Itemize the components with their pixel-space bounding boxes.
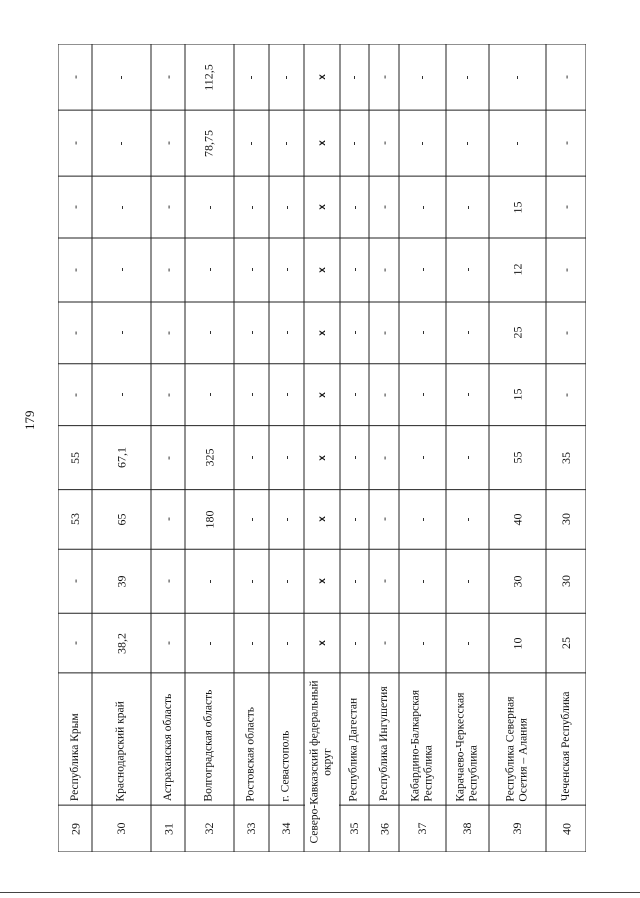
table-row-8-value-7: - — [376, 205, 391, 210]
table-row-1-region-name: Краснодарский край — [115, 700, 128, 802]
table-row-10-value-2: - — [459, 517, 474, 522]
table-row-5-value-8: - — [278, 141, 293, 146]
table-row-6-value-6: x — [316, 267, 328, 273]
table-row-9-value-3: - — [414, 455, 429, 460]
table-row-7-region-name: Республика Дагестан — [347, 697, 360, 802]
table-row-5-value-1: - — [278, 579, 293, 584]
table-row-4-value-5: - — [243, 330, 258, 335]
table-row-7-value-5: - — [346, 330, 361, 335]
table-row-8-region-name: Республика Ингушетия — [377, 686, 390, 802]
table-row-4-value-0: - — [243, 641, 258, 646]
table-row-1-value-4: - — [113, 392, 128, 397]
table-row-12-value-4: - — [558, 392, 573, 397]
table-row-9-value-5: - — [414, 330, 429, 335]
table-row-7-value-9: - — [346, 75, 361, 80]
table-row-0-value-7: - — [67, 205, 82, 210]
table-row-11-value-8: - — [509, 141, 524, 146]
table-row-10-value-9: - — [459, 75, 474, 80]
table-row-5-value-4: - — [278, 392, 293, 397]
table-row-3-value-6: - — [201, 267, 216, 272]
table-row-5-value-6: - — [278, 267, 293, 272]
table-row-3-value-4: - — [201, 392, 216, 397]
table-row-4-value-2: - — [243, 517, 258, 522]
table-row-10-value-8: - — [459, 141, 474, 146]
table-row-2-value-6: - — [160, 267, 175, 272]
table-row-0-value-1: - — [67, 579, 82, 584]
table-row-8-value-3: - — [376, 455, 391, 460]
table-row-2-value-7: - — [160, 205, 175, 210]
table-row-11-value-1: 30 — [509, 575, 524, 588]
scan-edge-line — [0, 892, 640, 893]
table-row-4-value-8: - — [243, 141, 258, 146]
table-row-11-value-0: 10 — [509, 637, 524, 650]
table-row-5-value-3: - — [278, 455, 293, 460]
table-row-2-value-8: - — [160, 141, 175, 146]
table-row-1-value-0: 38,2 — [113, 632, 128, 654]
table-row-1-value-9: - — [113, 75, 128, 80]
table-row-1-value-1: 39 — [113, 575, 128, 588]
table-row-10-value-3: - — [459, 455, 474, 460]
table-row-2-value-3: - — [160, 455, 175, 460]
table-row-2-value-4: - — [160, 392, 175, 397]
table-row-9-number: 37 — [414, 822, 429, 835]
table-row-12-region-name: Чеченская Республика — [559, 691, 572, 802]
table-row-2-value-0: - — [160, 641, 175, 646]
table-row-2-value-9: - — [160, 75, 175, 80]
table-row-10-value-1: - — [459, 579, 474, 584]
table-row-12-value-9: - — [558, 75, 573, 80]
table-row-1-value-8: - — [113, 141, 128, 146]
table-row-4-value-7: - — [243, 205, 258, 210]
table-row-10-value-6: - — [459, 267, 474, 272]
table-row-8-number: 36 — [376, 822, 391, 835]
table-row-0-value-0: - — [67, 641, 82, 646]
table-row-7-value-0: - — [346, 641, 361, 646]
table-row-0-value-2: 53 — [67, 513, 82, 526]
table-row-12-value-0: 25 — [558, 637, 573, 650]
table-row-3-value-2: 180 — [201, 510, 216, 529]
table-row-4-value-1: - — [243, 579, 258, 584]
table-row-11-value-9: - — [509, 75, 524, 80]
table-row-6-value-8: x — [316, 140, 328, 146]
table-row-10-value-7: - — [459, 205, 474, 210]
table-row-7-value-8: - — [346, 141, 361, 146]
table-row-9-value-8: - — [414, 141, 429, 146]
table-row-12-value-7: - — [558, 205, 573, 210]
table-row-5-number: 34 — [278, 822, 293, 835]
table-row-5-value-9: - — [278, 75, 293, 80]
table-row-6-value-4: x — [316, 391, 328, 398]
table-row-7-value-3: - — [346, 455, 361, 460]
table-row-10-value-4: - — [459, 392, 474, 397]
data-table — [58, 44, 586, 852]
table-row-7-number: 35 — [346, 822, 361, 835]
table-row-8-value-9: - — [376, 75, 391, 80]
table-row-12-value-6: - — [558, 267, 573, 272]
table-row-5-region-name: г. Севастополь — [279, 730, 292, 802]
table-row-9-value-2: - — [414, 517, 429, 522]
table-row-1-value-7: - — [113, 205, 128, 210]
table-row-0-value-8: - — [67, 141, 82, 146]
table-row-2-number: 31 — [160, 822, 175, 835]
table-row-3-value-1: - — [201, 579, 216, 584]
table-row-6-value-1: x — [316, 578, 328, 585]
table-row-11-value-3: 55 — [509, 451, 524, 464]
table-row-8-value-6: - — [376, 267, 391, 272]
table-row-4-region-name: Ростовская область — [244, 706, 257, 802]
table-row-10-value-0: - — [459, 641, 474, 646]
table-row-2-region-name: Астраханская область — [161, 693, 174, 802]
table-row-4-number: 33 — [243, 822, 258, 835]
table-row-1-value-3: 67,1 — [113, 447, 128, 469]
table-row-0-value-9: - — [67, 75, 82, 80]
table-row-7-value-4: - — [346, 392, 361, 397]
table-row-3-value-5: - — [201, 330, 216, 335]
table-row-12-number: 40 — [558, 822, 573, 835]
table-row-10-value-5: - — [459, 330, 474, 335]
table-row-8-value-5: - — [376, 330, 391, 335]
table-row-9-value-9: - — [414, 75, 429, 80]
table-row-3-value-8: 78,75 — [201, 129, 216, 157]
table-row-7-value-2: - — [346, 517, 361, 522]
table-row-6-value-7: x — [316, 204, 328, 210]
table-row-0-value-3: 55 — [67, 451, 82, 464]
table-row-7-value-1: - — [346, 579, 361, 584]
table-row-3-region-name: Волгоградская область — [202, 689, 215, 802]
table-row-12-value-5: - — [558, 330, 573, 335]
table-row-3-value-3: 325 — [201, 448, 216, 467]
table-row-6-value-2: x — [316, 516, 328, 523]
table-row-7-value-7: - — [346, 205, 361, 210]
table-row-1-value-2: 65 — [113, 513, 128, 526]
table-row-0-region-name: Республика Крым — [68, 713, 81, 802]
table-row-0-number: 29 — [67, 822, 82, 835]
table-row-4-value-6: - — [243, 267, 258, 272]
table-row-5-value-7: - — [278, 205, 293, 210]
table-row-1-value-6: - — [113, 267, 128, 272]
table-row-2-value-1: - — [160, 579, 175, 584]
table-row-2-value-5: - — [160, 330, 175, 335]
table-row-10-number: 38 — [459, 822, 474, 835]
table-row-3-value-9: 112,5 — [201, 63, 216, 91]
table-row-11-region-name: Республика Северная Осетия – Алания — [504, 693, 530, 802]
page-number: 179 — [22, 410, 37, 430]
table-row-4-value-3: - — [243, 455, 258, 460]
table-row-11-value-6: 12 — [509, 263, 524, 276]
table-row-11-value-4: 15 — [509, 388, 524, 401]
table-row-0-value-5: - — [67, 330, 82, 335]
table-row-5-value-0: - — [278, 641, 293, 646]
table-row-8-value-2: - — [376, 517, 391, 522]
table-row-9-value-0: - — [414, 641, 429, 646]
table-row-9-value-1: - — [414, 579, 429, 584]
table-row-11-value-5: 25 — [509, 326, 524, 339]
table-row-11-value-7: 15 — [509, 201, 524, 214]
table-row-9-region-name: Кабардино-Балкарская Республика — [409, 686, 435, 802]
table-row-9-value-7: - — [414, 205, 429, 210]
table-row-0-value-4: - — [67, 392, 82, 397]
table-row-3-number: 32 — [201, 822, 216, 835]
table-row-10-region-name: Карачаево-Черкесская Республика — [454, 689, 480, 802]
table-row-9-value-6: - — [414, 267, 429, 272]
table-row-8-value-8: - — [376, 141, 391, 146]
table-row-5-value-2: - — [278, 517, 293, 522]
table-row-12-value-8: - — [558, 141, 573, 146]
table-row-7-value-6: - — [346, 267, 361, 272]
table-row-8-value-1: - — [376, 579, 391, 584]
table-row-5-value-5: - — [278, 330, 293, 335]
table-row-9-value-4: - — [414, 392, 429, 397]
table-row-6-value-5: x — [316, 330, 328, 336]
table-row-6-region-name: Северо-Кавказский федеральный округ — [308, 678, 334, 844]
table-row-4-value-9: - — [243, 75, 258, 80]
table-row-8-value-0: - — [376, 641, 391, 646]
table-row-11-number: 39 — [509, 822, 524, 835]
table-row-12-value-3: 35 — [558, 451, 573, 464]
table-row-6-value-0: x — [316, 640, 328, 646]
table-row-1-value-5: - — [113, 330, 128, 335]
table-row-11-value-2: 40 — [509, 513, 524, 526]
table-row-3-value-0: - — [201, 641, 216, 646]
table-row-2-value-2: - — [160, 517, 175, 522]
table-row-6-value-3: x — [316, 454, 328, 461]
table-row-6-value-9: x — [316, 74, 328, 80]
table-row-8-value-4: - — [376, 392, 391, 397]
table-row-12-value-2: 30 — [558, 513, 573, 526]
table-row-4-value-4: - — [243, 392, 258, 397]
table-row-1-number: 30 — [113, 822, 128, 835]
table-row-3-value-7: - — [201, 205, 216, 210]
table-row-0-value-6: - — [67, 267, 82, 272]
table-row-12-value-1: 30 — [558, 575, 573, 588]
